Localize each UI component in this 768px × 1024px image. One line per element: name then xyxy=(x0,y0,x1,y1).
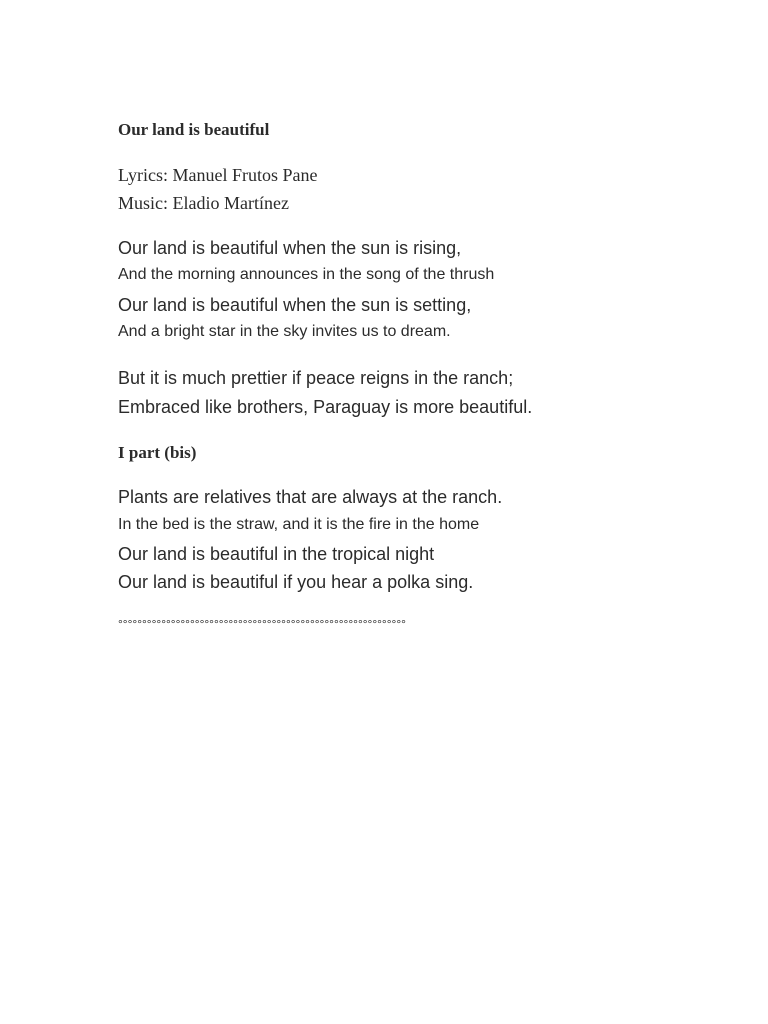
verse-line: And a bright star in the sky invites us to dream. xyxy=(118,323,451,340)
music-credit: Music: Eladio Martínez xyxy=(118,193,289,213)
verse-line: But it is much prettier if peace reigns in the ranch; xyxy=(118,368,514,388)
verse-line: Our land is beautiful when the sun is setting, xyxy=(118,295,472,315)
verse-line: And the morning announces in the song of the thrush xyxy=(118,266,495,283)
verse-line: Plants are relatives that are always at the ranch. xyxy=(118,487,503,507)
song-title: Our land is beautiful xyxy=(118,120,270,139)
verse-line: Our land is beautiful if you hear a polka sing. xyxy=(118,572,474,592)
verse-line: In the bed is the straw, and it is the fire in the home xyxy=(118,516,480,533)
divider-line: °°°°°°°°°°°°°°°°°°°°°°°°°°°°°°°°°°°°°°°°°°°°°°°°°°°°°°°°°°°° xyxy=(118,617,406,631)
verse-line: Embraced like brothers, Paraguay is more beautiful. xyxy=(118,397,533,417)
lyrics-credit: Lyrics: Manuel Frutos Pane xyxy=(118,165,318,185)
verse-line: Our land is beautiful in the tropical night xyxy=(118,544,435,564)
verse-line: Our land is beautiful when the sun is rising, xyxy=(118,238,462,258)
section-heading: I part (bis) xyxy=(118,443,197,462)
